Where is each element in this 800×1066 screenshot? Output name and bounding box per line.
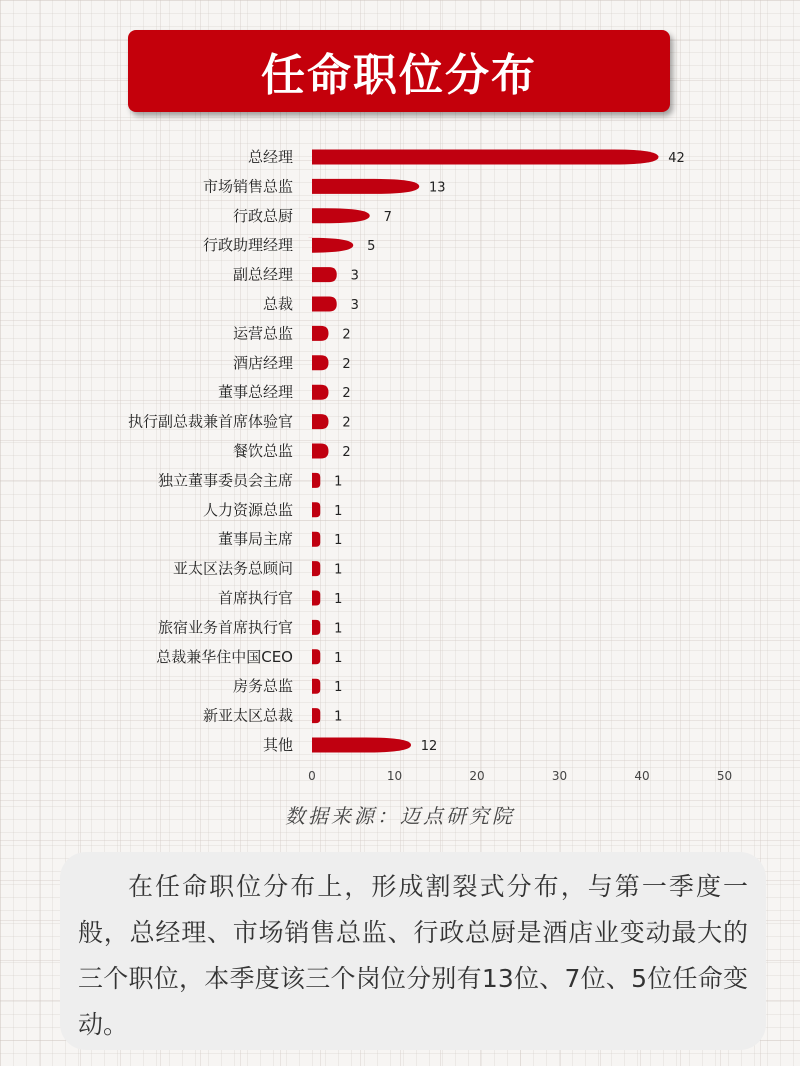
category-label: 市场销售总监 xyxy=(202,177,293,196)
description-card xyxy=(60,852,766,1050)
bar xyxy=(312,620,320,635)
category-label: 董事局主席 xyxy=(217,530,293,549)
value-label: 1 xyxy=(334,709,343,725)
category-label: 亚太区法务总顾问 xyxy=(172,559,293,578)
category-label: 人力资源总监 xyxy=(202,500,293,519)
x-tick-label: 30 xyxy=(551,769,568,783)
description-text: 在任命职位分布上，形成割裂式分布，与第一季度一般，总经理、市场销售总监、行政总厨是酒店业变动最大的三个职位，本季度该三个岗位分别有13位、7位、5位任命变动。 xyxy=(78,872,748,1039)
bar xyxy=(312,473,320,488)
category-label: 总经理 xyxy=(247,148,293,166)
x-tick-label: 40 xyxy=(634,769,650,783)
bar xyxy=(312,561,320,576)
category-label: 独立董事委员会主席 xyxy=(157,471,293,490)
bar xyxy=(312,355,329,370)
category-label: 副总经理 xyxy=(232,265,293,284)
bar xyxy=(312,267,337,282)
bar xyxy=(312,502,320,517)
bar xyxy=(312,738,411,753)
value-label: 2 xyxy=(342,327,351,343)
x-tick-label: 0 xyxy=(308,769,316,783)
category-label: 行政总厨 xyxy=(232,206,293,225)
value-label: 3 xyxy=(350,268,359,284)
bar xyxy=(312,444,329,459)
category-label: 旅宿业务首席执行官 xyxy=(157,618,293,637)
x-tick-label: 20 xyxy=(469,769,485,783)
value-label: 5 xyxy=(367,239,376,255)
value-label: 1 xyxy=(334,650,343,666)
x-tick-label: 10 xyxy=(386,769,403,783)
value-label: 1 xyxy=(334,680,343,696)
category-label: 酒店经理 xyxy=(232,353,293,372)
category-label: 总裁 xyxy=(262,295,293,313)
bar xyxy=(312,591,320,606)
value-label: 1 xyxy=(334,592,343,607)
category-label: 董事总经理 xyxy=(217,383,293,402)
category-label: 总裁兼华住中国CEO xyxy=(156,647,293,666)
bar-chart xyxy=(0,135,800,795)
value-label: 1 xyxy=(334,474,343,490)
category-label: 新亚太区总裁 xyxy=(202,706,293,725)
value-label: 42 xyxy=(668,151,685,166)
category-label: 执行副总裁兼首席体验官 xyxy=(127,412,293,431)
bar xyxy=(312,708,320,723)
title-banner xyxy=(128,30,670,112)
bar xyxy=(312,414,329,429)
value-label: 13 xyxy=(428,180,446,196)
chart-title: 任命职位分布 xyxy=(261,50,537,101)
bar xyxy=(312,679,320,694)
bar xyxy=(312,150,659,165)
category-label: 房务总监 xyxy=(232,677,293,696)
x-tick-label: 50 xyxy=(716,769,733,783)
bar xyxy=(308,238,353,253)
category-label: 运营总监 xyxy=(232,324,293,343)
category-label: 其他 xyxy=(262,736,293,754)
bar xyxy=(312,208,370,223)
bar xyxy=(312,385,329,400)
value-label: 2 xyxy=(342,445,351,460)
value-label: 2 xyxy=(342,386,351,402)
value-label: 2 xyxy=(342,356,351,372)
value-label: 7 xyxy=(383,209,392,225)
data-source: 数据来源：迈点研究院 xyxy=(285,804,515,828)
value-label: 3 xyxy=(350,298,359,313)
value-label: 1 xyxy=(334,621,343,637)
category-label: 餐饮总监 xyxy=(232,442,293,460)
value-label: 2 xyxy=(342,415,351,431)
value-label: 1 xyxy=(334,503,343,519)
value-label: 1 xyxy=(334,562,343,578)
bar xyxy=(312,326,329,341)
bar xyxy=(312,532,320,547)
value-label: 1 xyxy=(334,533,343,549)
bar xyxy=(312,649,320,664)
category-label: 首席执行官 xyxy=(217,589,293,607)
category-label: 行政助理经理 xyxy=(202,236,293,255)
bar xyxy=(312,179,419,194)
value-label: 12 xyxy=(420,739,438,754)
bar xyxy=(312,297,337,312)
